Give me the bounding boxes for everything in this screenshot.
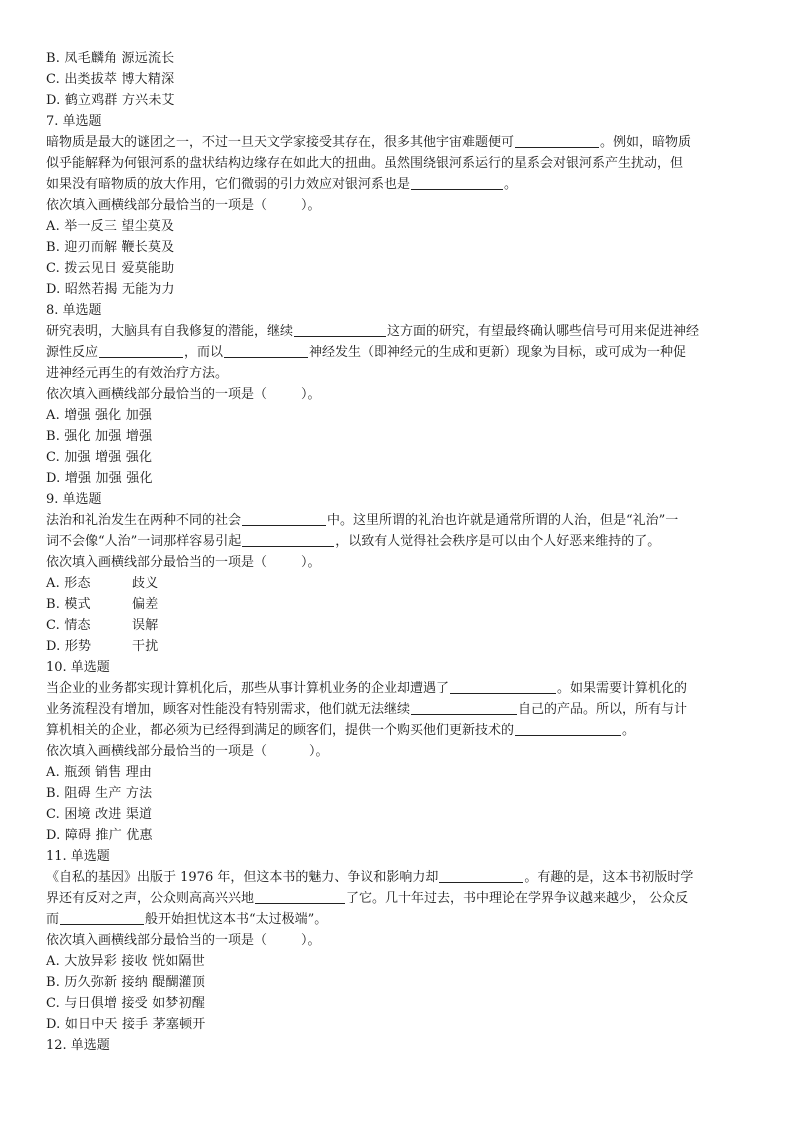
q10-text: 业务流程没有增加，顾客对性能没有特别需求，他们就无法继续 xyxy=(46,702,411,717)
q9-option-c xyxy=(46,615,756,636)
q8-text: 源性反应 xyxy=(46,345,99,360)
q11-prompt-text: ）。 xyxy=(301,933,321,948)
q7-stem-line2: 似乎能解释为何银河系的盘状结构边缘存在如此大的扭曲。虽然围绕银河系运行的星系会对银河系产生扰动，但 xyxy=(46,156,684,171)
q10-text: 自己的产品。所以，所有与计 xyxy=(518,702,688,717)
q10-option-b: B. 阻碍 生产 方法 xyxy=(46,786,153,801)
q11-option-b: B. 历久弥新 接纳 醍醐灌顶 xyxy=(46,975,206,990)
q8-prompt-text: 依次填入画横线部分最恰当的一项是（ xyxy=(46,387,268,402)
q10-text: 。如果需要计算机化的 xyxy=(557,681,688,696)
q9-option-b xyxy=(46,594,756,615)
q8-header: 8. 单选题 xyxy=(46,303,102,318)
q8-stem-line3: 进神经元再生的有效治疗方法。 xyxy=(46,366,229,381)
q7-prompt-text: 依次填入画横线部分最恰当的一项是（ xyxy=(46,198,268,213)
q9-option-d-word1: D. 形势 xyxy=(46,639,92,654)
q8-blank-2 xyxy=(99,343,183,358)
q7-text: 。例如，暗物质 xyxy=(600,135,692,150)
q8-text: 神经发生（即神经元的生成和更新）现象为目标，或可成为一种促 xyxy=(309,345,687,360)
q11-blank-3 xyxy=(60,910,144,925)
q7-option-c: C. 拨云见日 爱莫能助 xyxy=(46,261,175,276)
q7-option-b: B. 迎刃而解 鞭长莫及 xyxy=(46,240,175,255)
q7-stem-line1 xyxy=(46,132,756,153)
q8-text: 这方面的研究，有望最终确认哪些信号可用来促进神经 xyxy=(387,324,700,339)
q10-stem-line3 xyxy=(46,720,756,741)
q11-stem-line3 xyxy=(46,909,756,930)
q11-text: 。有趣的是，这本书初版时学 xyxy=(524,870,694,885)
q11-blank-1 xyxy=(439,868,523,883)
q11-blank-2 xyxy=(255,889,345,904)
q8-option-d: D. 增强 加强 强化 xyxy=(46,471,153,486)
q8-option-c: C. 加强 增强 强化 xyxy=(46,450,153,465)
q9-option-d-word2: 干扰 xyxy=(132,639,159,654)
q7-prompt-text: ）。 xyxy=(301,198,321,213)
q9-text: 中。这里所谓的礼治也许就是通常所谓的人治，但是“礼治”一 xyxy=(327,513,679,528)
q9-option-a xyxy=(46,573,756,594)
q11-stem-line1 xyxy=(46,867,756,888)
q9-prompt-text: 依次填入画横线部分最恰当的一项是（ xyxy=(46,555,268,570)
q10-prompt-text: 依次填入画横线部分最恰当的一项是（ xyxy=(46,744,268,759)
q8-option-b: B. 强化 加强 增强 xyxy=(46,429,153,444)
q10-prompt xyxy=(46,741,756,762)
q7-text: 暗物质是最大的谜团之一，不过一旦天文学家接受其存在，很多其他宇宙难题便可 xyxy=(46,135,515,150)
q10-option-a: A. 瓶颈 销售 理由 xyxy=(46,765,153,780)
q10-blank-2 xyxy=(411,700,517,715)
q9-blank-1 xyxy=(242,511,326,526)
q9-blank-2 xyxy=(242,532,334,547)
q11-text: 般开始担忧这本书“太过极端”。 xyxy=(145,912,328,927)
q6-option-d: D. 鹤立鸡群 方兴未艾 xyxy=(46,93,175,108)
q8-prompt xyxy=(46,384,756,405)
q9-prompt-text: ）。 xyxy=(301,555,321,570)
q10-blank-1 xyxy=(450,679,556,694)
q10-blank-3 xyxy=(515,721,621,736)
q9-option-c-word2: 误解 xyxy=(132,618,159,633)
q11-text: 了它。几十年过去，书中理论在学界争议越来越少， 公众反 xyxy=(346,891,689,906)
q9-option-c-word1: C. 情态 xyxy=(46,618,91,633)
q9-text: ，以致有人觉得社会秩序是可以由个人好恶来维持的了。 xyxy=(335,534,661,549)
q7-option-a: A. 举一反三 望尘莫及 xyxy=(46,219,175,234)
q11-option-a: A. 大放异彩 接收 恍如隔世 xyxy=(46,954,205,969)
q9-option-a-word2: 歧义 xyxy=(132,576,159,591)
q7-text: 如果没有暗物质的放大作用，它们微弱的引力效应对银河系也是 xyxy=(46,177,411,192)
q9-text: 法治和礼治发生在两种不同的社会 xyxy=(46,513,242,528)
q9-option-d xyxy=(46,636,756,657)
q7-stem-line3 xyxy=(46,174,756,195)
q8-option-a: A. 增强 强化 加强 xyxy=(46,408,153,423)
q7-header: 7. 单选题 xyxy=(46,114,102,129)
q7-prompt xyxy=(46,195,756,216)
q10-text: 算机相关的企业，都必须为已经得到满足的顾客们，提供一个购买他们更新技术的 xyxy=(46,723,515,738)
q6-option-b: B. 凤毛麟角 源远流长 xyxy=(46,51,175,66)
q10-stem-line2 xyxy=(46,699,756,720)
q11-prompt-text: 依次填入画横线部分最恰当的一项是（ xyxy=(46,933,268,948)
q11-text: 界还有反对之声，公众则高高兴兴地 xyxy=(46,891,255,906)
q10-prompt-text: ）。 xyxy=(309,744,329,759)
q6-option-c: C. 出类拔萃 博大精深 xyxy=(46,72,175,87)
q10-option-d: D. 障碍 推广 优惠 xyxy=(46,828,153,843)
q11-option-c: C. 与日俱增 接受 如梦初醒 xyxy=(46,996,206,1011)
q12-header: 12. 单选题 xyxy=(46,1038,110,1053)
q9-text: 词不会像“人治”一词那样容易引起 xyxy=(46,534,242,549)
q10-text: 当企业的业务都实现计算机化后，那些从事计算机业务的企业却遭遇了 xyxy=(46,681,450,696)
q11-text: 《自私的基因》出版于 1976 年，但这本书的魅力、争议和影响力却 xyxy=(46,870,439,885)
q9-stem-line1 xyxy=(46,510,756,531)
q9-option-b-word2: 偏差 xyxy=(132,597,159,612)
q8-stem-line1 xyxy=(46,321,756,342)
q7-blank-2 xyxy=(411,175,503,190)
q8-text: ，而以 xyxy=(184,345,224,360)
q9-option-a-word1: A. 形态 xyxy=(46,576,91,591)
q10-header: 10. 单选题 xyxy=(46,660,110,675)
q9-prompt xyxy=(46,552,756,573)
q11-text: 而 xyxy=(46,912,60,927)
q8-stem-line2 xyxy=(46,342,756,363)
q10-text: 。 xyxy=(622,723,636,738)
q8-blank-3 xyxy=(224,343,308,358)
q10-option-c: C. 困境 改进 渠道 xyxy=(46,807,153,822)
q9-option-b-word1: B. 模式 xyxy=(46,597,91,612)
q8-prompt-text: ）。 xyxy=(301,387,321,402)
q11-prompt xyxy=(46,930,756,951)
q8-blank-1 xyxy=(294,322,386,337)
q7-blank-1 xyxy=(515,133,599,148)
q9-stem-line2 xyxy=(46,531,756,552)
q7-text: 。 xyxy=(504,177,518,192)
q7-option-d: D. 昭然若揭 无能为力 xyxy=(46,282,175,297)
q9-header: 9. 单选题 xyxy=(46,492,102,507)
q11-option-d: D. 如日中天 接手 茅塞顿开 xyxy=(46,1017,206,1032)
q11-stem-line2 xyxy=(46,888,756,909)
q10-stem-line1 xyxy=(46,678,756,699)
q11-header: 11. 单选题 xyxy=(46,849,110,864)
q8-text: 研究表明，大脑具有自我修复的潜能，继续 xyxy=(46,324,294,339)
